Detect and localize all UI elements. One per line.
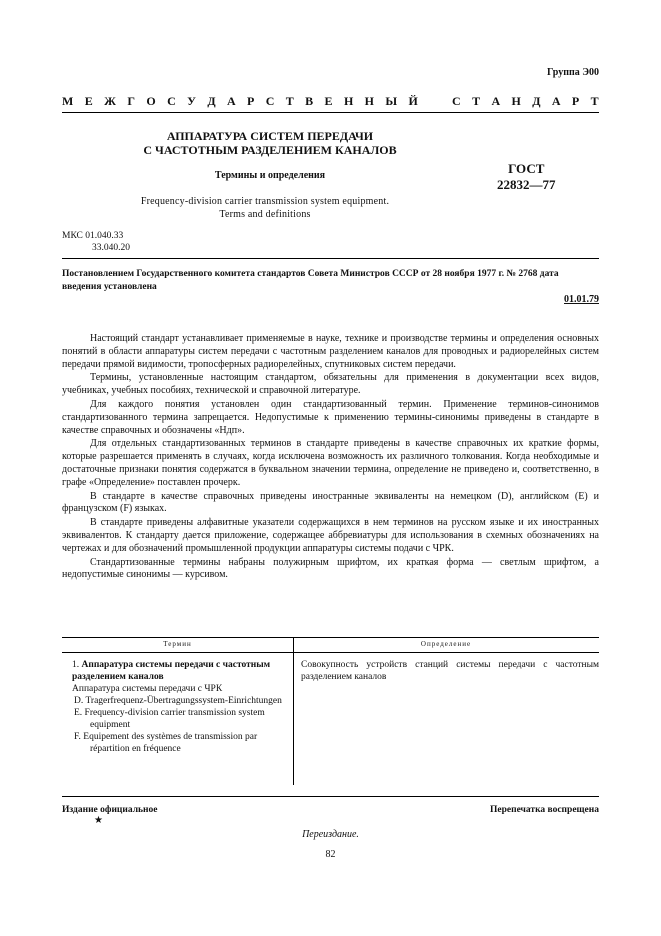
standard-letter: С [167,94,176,108]
paragraph-1: Настоящий стандарт устанавливает применяемые в науке, технике и производстве термины и определения основных понятий в области аппаратуры систем передачи с частотным разделением каналов для проводных и радиорелейных систем передачи прямой видимости, тропосферных радиорелейных, спутниковых систем передачи. [62,333,599,370]
standard-letter: Т [590,94,599,108]
standard-letter: О [146,94,156,108]
middle-rule [62,258,599,259]
paragraph-5: В стандарте в качестве справочных приведены иностранные эквиваленты на немецком (D), английском (E) и французском (F) языках. [62,490,599,515]
table-header [62,637,599,653]
header-definition: Определение [420,640,472,648]
mks-label: МКС [62,231,83,241]
official-edition: Издание официальное [62,805,158,815]
title-line-2: С ЧАСТОТНЫМ РАЗДЕЛЕНИЕМ КАНАЛОВ [143,143,397,157]
terms-table [62,637,599,785]
standard-letter: С [265,94,275,108]
document-title [125,129,415,157]
term-number: 1. [72,660,80,670]
equivalent-de: D. Tragerfrequenz-Übertragungssystem-Einrichtungen [74,696,282,706]
standard-letter: Й [408,94,418,108]
standard-letter: Е [84,94,93,108]
english-title-line-1: Frequency-division carrier transmission system equipment. [140,196,390,207]
mks-code-1: 01.040.33 [85,231,124,241]
gost-number: 22832—77 [497,177,556,192]
paragraph-6: В стандарте приведены алфавитные указатели содержащихся в нем терминов на русском языке и их иностранных эквивалентов. К стандарту дается приложение, содержащее аббревиатуры для использования в схемных обозначениях на чертежах и для обозначений промышленной продукции аппаратуры системы подачи с ЧРК. [62,517,599,554]
paragraph-3: Для каждого понятия установлен один стандартизованный термин. Применение терминов-синонимов стандартизованного термина запрещается. Недопустимые к применению термины-синонимы приведены в стандарте в качестве справочных и обозначены «Ндп». [62,398,599,436]
effective-date: 01.01.79 [564,294,599,305]
standard-letter: Т [472,94,481,108]
column-divider [293,637,294,785]
definition-cell: Совокупность устройств станций системы передачи с частотным разделением каналов [301,660,599,682]
mks-code-2: 33.040.20 [92,243,130,253]
title-line-1: АППАРАТУРА СИСТЕМ ПЕРЕДАЧИ [166,129,374,143]
interstate-standard-heading [62,94,599,109]
page-number: 82 [325,849,336,860]
standard-letter: Н [364,94,374,108]
decree-text: Постановлением Государственного комитета стандартов Совета Министров СССР от 28 ноября 1977 г. № 2768 дата введения установлена [62,269,559,292]
group-code: Группа Э00 [547,67,599,78]
paragraph-7: Стандартизованные термины набраны полужирным шрифтом, их краткая форма — светлым шрифтом, а недопустимые синонимы — курсивом. [62,556,599,581]
standard-letter: Д [532,94,541,108]
standard-letter: А [226,94,236,108]
standard-letter: У [187,94,196,108]
mks-codes [62,230,130,254]
gost-designation [497,161,556,193]
standard-letter: Г [127,94,135,108]
standard-letter: Н [511,94,521,108]
standard-letter: Ж [104,94,116,108]
equivalent-fr: F. Equipement des systèmes de transmission par répartition en fréquence [74,732,258,754]
term-cell [62,659,284,755]
english-title [110,195,420,221]
term-bold: Аппаратура системы передачи с частотным разделением каналов [72,660,271,682]
standard-letter: Ы [385,94,398,108]
standard-letter: А [491,94,501,108]
paragraph-2: Термины, установленные настоящим стандартом, обязательны для применения в документации всех видов, учебниках, учебных пособиях, технической и справочной литературе. [62,372,599,397]
reissue-note: Переиздание. [302,829,359,840]
top-rule [62,112,599,113]
reprint-prohibited: Перепечатка воспрещена [489,805,599,815]
standard-letter: Д [207,94,216,108]
standard-letter: Р [571,94,580,108]
introduction-body [62,333,599,583]
standard-letter: М [62,94,74,108]
bottom-rule [62,796,599,797]
standard-letter: Т [285,94,294,108]
document-subtitle: Термины и определения [214,170,326,181]
gost-label: ГОСТ [508,161,545,176]
standard-letter: Н [343,94,354,108]
paragraph-4: Для отдельных стандартизованных терминов в стандарте приведены в качестве справочных их краткие формы, которые разрешается применять в случаях, когда исключена возможность их различного толкования. Когда необходимые и достаточные признаки понятия содержатся в буквальном значении термина, определение не приведено и, соответственно, в графе «Определение» поставлен прочерк. [62,438,599,488]
term-short-form: Аппаратура системы передачи с ЧРК [72,684,223,694]
english-title-line-2: Terms and definitions [219,209,311,220]
standard-letter: В [305,94,314,108]
equivalent-en: E. Frequency-division carrier transmission system equipment [74,708,265,730]
standard-letter: А [551,94,561,108]
standard-letter: С [452,94,461,108]
term-entry [62,659,284,683]
standard-letter: Р [247,94,255,108]
star-icon: ★ [94,815,103,826]
header-term: Термин [163,640,192,648]
standard-letter: Е [324,94,333,108]
